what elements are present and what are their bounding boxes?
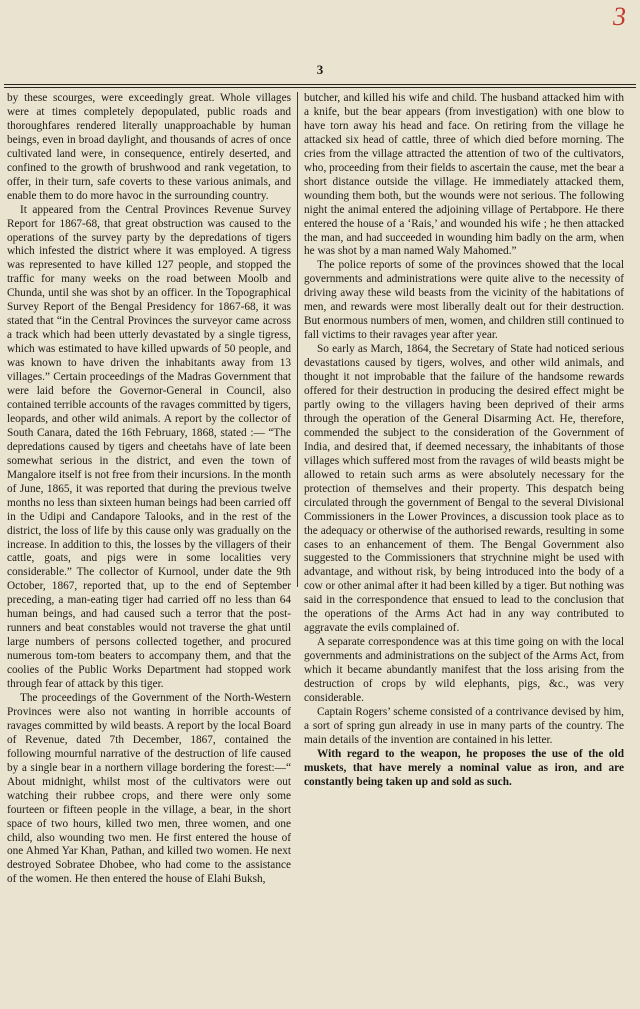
paragraph: The proceedings of the Government of the North-Western Provinces were also not wanting in horrible accounts of ravages committed by wild beasts. A report by the local Board of Revenue, dated 7th December, 1867, contained the following mournful narrative of the destruction of life caused by a single bear in a northern village bordering the forest:—“ About midnight, whilst most of the cultivators were out watching their rubbee crops, and there were only some fourteen or fifteen people in the village, a bear, in the short space of two hours, killed two men, three women, and one child, also wounding two men. He first entered the house of one Ahmed Yar Khan, Pathan, and killed two women. He next destroyed Sobratee Dhobee, who had come to the assistance of the women. He then entered the house of Elahi Buksh,: [7, 691, 291, 886]
paragraph: The police reports of some of the provinces showed that the local governments and administrations were quite alive to the necessity of driving away these wild beasts from the vicinity of the habitations of men, and rewards were most liberally dealt out for their destruction. But enormous numbers of men, women, and children still continued to fall victims to their ravages year after year.: [304, 259, 624, 342]
page-number: 3: [316, 62, 324, 77]
handwritten-page-mark: 3: [613, 2, 626, 31]
left-column: [7, 92, 291, 887]
paragraph: So early as March, 1864, the Secretary of State had noticed serious devastations caused by tigers, wolves, and other wild animals, and thought it not improbable that the failure of the handsome rewards offered for their destruction in producing the desired effect might be partly owing to the villagers having been deprived of their arms through the operation of the General Disarming Act. He, therefore, commended the subject to the consideration of the Government of India, and desired that, if deemed necessary, the inhabitants of those villages which suffered most from the ravages of wild beasts might be allowed to retain such arms as were absolutely necessary for the protection of themselves and their property. This despatch being circulated through the government of Bengal to the several Divisional Commissioners in the Lower Provinces, a discussion took place as to the adequacy or otherwise of the authorised rewards, resulting in some cases to an enhancement of them. The Bengal Government also suggested to the Commissioners that strychnine might be used with advantage, and without risk, by being introduced into the body of a cow or other animal after it had been killed by a tiger. But nothing was said in the correspondence that ensued to lead to the conclusion that the operations of the Arms Act had in any way contributed to aggravate the evils complained of.: [304, 343, 624, 635]
paragraph: by these scourges, were exceedingly great. Whole villages were at times completely depopulated, public roads and thoroughfares rendered literally unapproachable by human beings, even in broad daylight, and thousands of acres of once cultivated land were, in consequence, entirely deserted, and confined to the growth of brushwood and rank vegetation, to offer, in their turn, safe coverts to these various animals, and enable them to do more havoc in the surrounding country.: [7, 92, 291, 202]
column-divider: [297, 92, 298, 587]
paragraph: Captain Rogers’ scheme consisted of a contrivance devised by him, a sort of spring gun already in use in many parts of the country. The main details of the invention are contained in his letter.: [304, 705, 624, 746]
paragraph: With regard to the weapon, he proposes the use of the old muskets, that have merely a nominal value as iron, and are constantly being taken up and sold as such.: [304, 747, 624, 788]
paragraph: butcher, and killed his wife and child. The husband attacked him with a knife, but the bear appears (from investigation) with one blow to have torn away his head and face. On retiring from the village he attacked six head of cattle, three of which died before morning. The cries from the village attracted the attention of two of the cultivators, who, proceeding from their fields to ascertain the cause, met the bear a short distance outside the village. He immediately attacked them, wounding them both, but the wounds were not serious. The following night the animal entered the adjoining village of Pertabpore. He there entered the house of a ‘Rais,’ and wounded his wife ; he then attacked the man, and had succeeded in wounding him badly on the arm, when he was shot by a man named Waly Mahomed.”: [304, 92, 624, 258]
header-rule: [4, 84, 636, 85]
paragraph: A separate correspondence was at this time going on with the local governments and administrations on the subject of the Arms Act, from which it became abundantly manifest that the loss arising from the destruction of crops by wild elephants, pigs, &c., was very considerable.: [304, 636, 624, 704]
right-column: [304, 92, 624, 790]
paragraph: It appeared from the Central Provinces Revenue Survey Report for 1867-68, that great obstruction was caused to the operations of the survey party by the depredations of tigers which infested the district where it was employed. A tigress was represented to have killed 127 people, and stopped the traffic for many weeks on the road between Moolb and Chunda, until she was shot by an officer. In the Topographical Survey Report of the Bengal Presidency for 1867-68, it was stated that “in the Central Provinces the surveyor came across a track which had been utterly devastated by a single tigress, which was estimated to have killed upwards of 50 people, and was known to have driven the inhabitants away from 13 villages.” Certain proceedings of the Madras Government that were laid before the Governor-General in Council, also contained terrible accounts of the ravages committed by tigers, leopards, and other wild animals. A report by the collector of South Canara, dated the 16th February, 1868, stated :— “The depredations caused by tigers and cheetahs have of late been somewhat serious in the district, and even the town of Mangalore itself is not free from their incursions. In the month of June, 1865, it was reported that during the previous twelve months no less than sixteen human beings had been carried off in the Udipi and Candapore Talooks, and in the rest of the district, the loss of life by this cause only was gradually on the increase. In addition to this, the losses by the villagers of their cattle, goats, and pigs were in some localities very considerable.” The collector of Kurnool, under date the 9th October, 1867, reported that, up to the end of September preceding, a man-eating tiger had carried off no less than 64 human beings, and had caused such a terror that the post-runners and beat constables would not traverse the ghat until large numbers of persons collected together, and procured numerous tom-tom beaters to accompany them, and that the coolies of the Public Works Department had stopped work through fear of attack by this tiger.: [7, 203, 291, 691]
header-rule-thin: [4, 87, 636, 88]
